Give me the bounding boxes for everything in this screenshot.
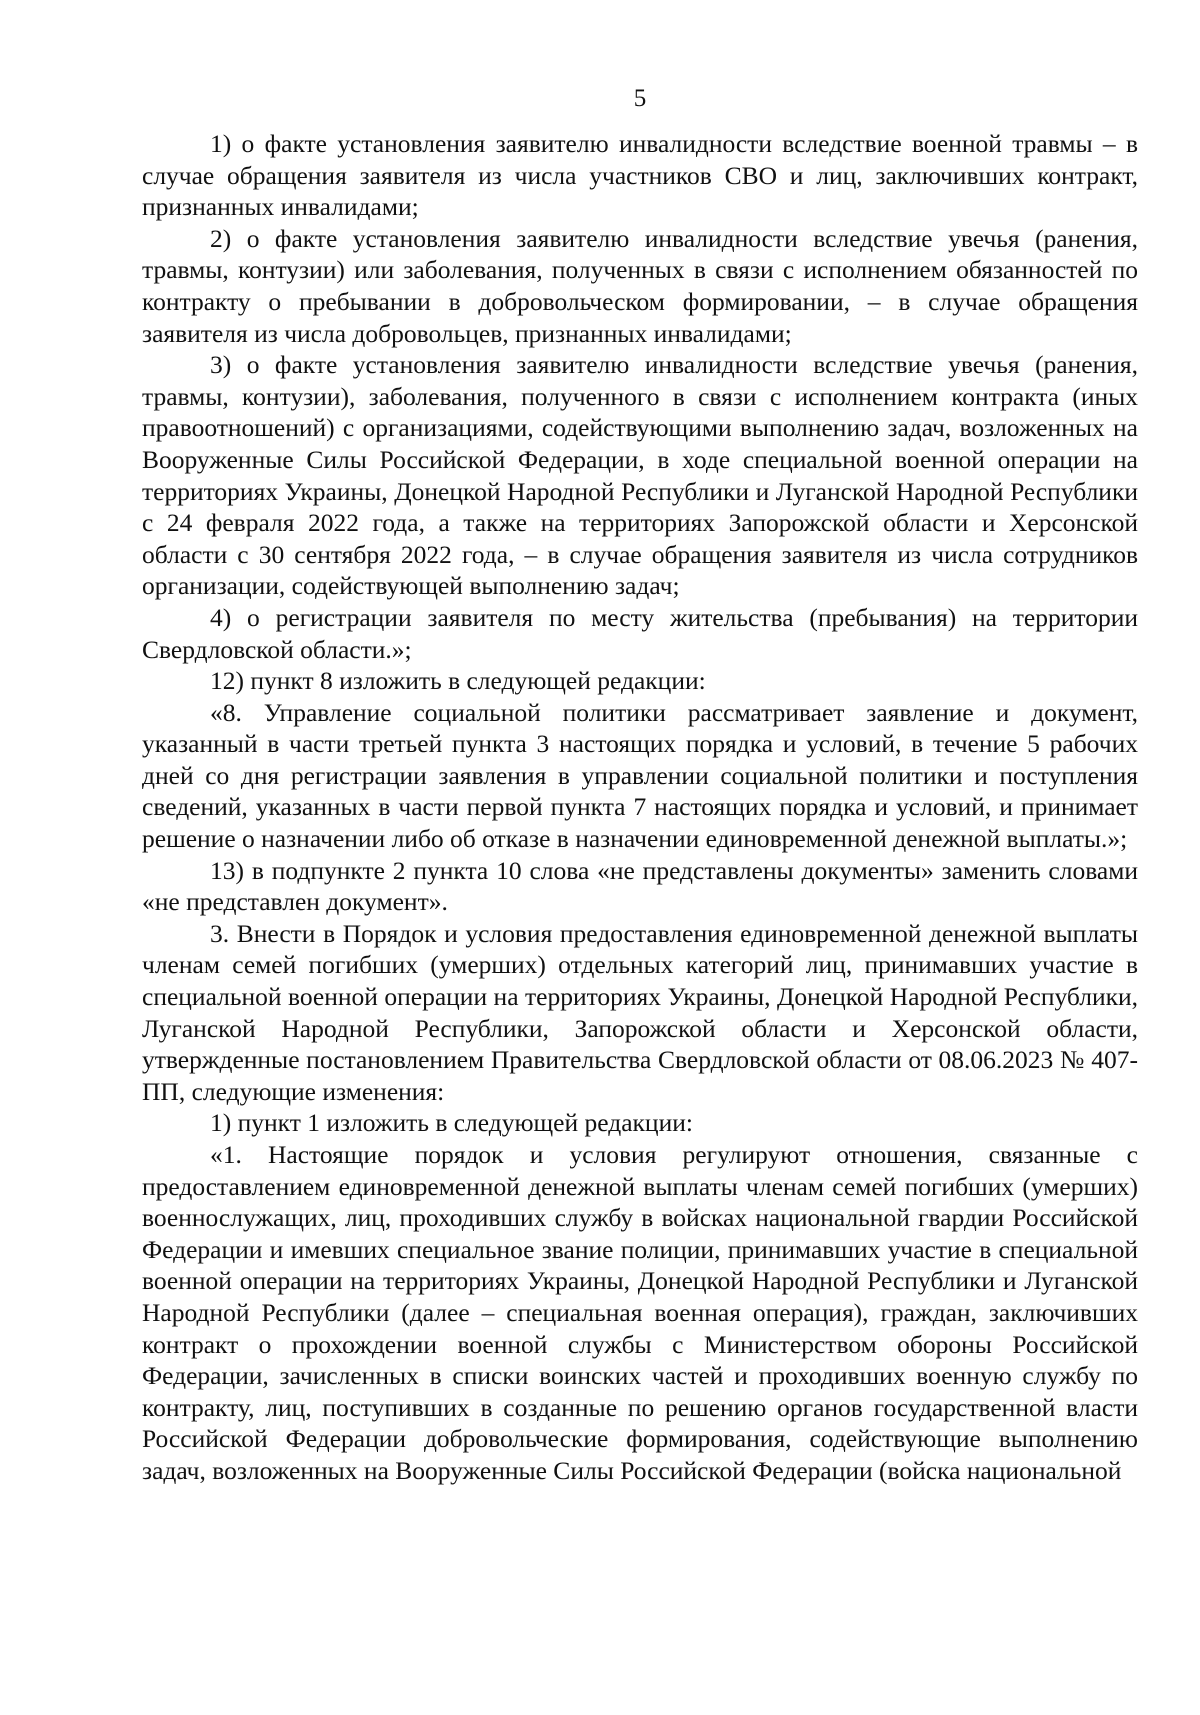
document-body bbox=[142, 128, 1138, 1487]
paragraph-item-2: 2) о факте установления заявителю инвалидности вследствие увечья (ранения, травмы, контузии) или заболевания, полученных в связи с исполнением обязанностей по контракту о пребывании в добровольческом формировании, – в случае обращения заявителя из числа добровольцев, признанных инвалидами; bbox=[142, 223, 1138, 348]
paragraph-item-1: 1) о факте установления заявителю инвалидности вследствие военной травмы – в случае обращения заявителя из числа участников СВО и лиц, заключивших контракт, признанных инвалидами; bbox=[142, 129, 1138, 222]
paragraph-item-1-text: «1. Настоящие порядок и условия регулируют отношения, связанные с предоставлением единовременной денежной выплаты членам семей погибших (умерших) военнослужащих, лиц, проходивших службу в войсках национальной гвардии Российской Федерации и имевших специальное звание полиции, принимавших участие в специальной военной операции на территориях Украины, Донецкой Народной Республики и Луганской Народной Республики (далее – специальная военная операция), граждан, заключивших контракт о прохождении военной службы с Министерством обороны Российской Федерации, зачисленных в списки воинских частей и проходивших военную службу по контракту, лиц, поступивших в созданные по решению органов государственной власти Российской Федерации добровольческие формирования, содействующие выполнению задач, возложенных на Вооруженные Силы Российской Федерации (войска национальной bbox=[142, 1140, 1138, 1485]
paragraph-item-8-text: «8. Управление социальной политики рассматривает заявление и документ, указанный в части третьей пункта 3 настоящих порядка и условий, в течение 5 рабочих дней со дня регистрации заявления в управлении социальной политики и поступления сведений, указанных в части первой пункта 7 настоящих порядка и условий, и принимает решение о назначении либо об отказе в назначении единовременной денежной выплаты.»; bbox=[142, 697, 1138, 854]
paragraph-item-1-point: 1) пункт 1 изложить в следующей редакции: bbox=[210, 1108, 693, 1138]
paragraph-section-3: 3. Внести в Порядок и условия предоставления единовременной денежной выплаты членам семей погибших (умерших) отдельных категорий лиц, принимавших участие в специальной военной операции на территориях Украины, Донецкой Народной Республики, Луганской Народной Республики, Запорожской области и Херсонской области, утвержденные постановлением Правительства Свердловской области от 08.06.2023 № 407-ПП, следующие изменения: bbox=[142, 918, 1138, 1106]
paragraph-item-4: 4) о регистрации заявителя по месту жительства (пребывания) на территории Свердловской области.»; bbox=[142, 602, 1138, 664]
page-number: 5 bbox=[633, 85, 647, 112]
paragraph-item-13: 13) в подпункте 2 пункта 10 слова «не представлены документы» заменить словами «не представлен документ». bbox=[142, 855, 1138, 917]
paragraph-item-12: 12) пункт 8 изложить в следующей редакции: bbox=[210, 666, 706, 696]
paragraph-item-3: 3) о факте установления заявителю инвалидности вследствие увечья (ранения, травмы, контузии), заболевания, полученного в связи с исполнением контракта (иных правоотношений) с организациями, содействующими выполнению задач, возложенных на Вооруженные Силы Российской Федерации, в ходе специальной военной операции на территориях Украины, Донецкой Народной Республики и Луганской Народной Республики с 24 февраля 2022 года, а также на территориях Запорожской области и Херсонской области с 30 сентября 2022 года, – в случае обращения заявителя из числа сотрудников организации, содействующей выполнению задач; bbox=[142, 350, 1138, 601]
